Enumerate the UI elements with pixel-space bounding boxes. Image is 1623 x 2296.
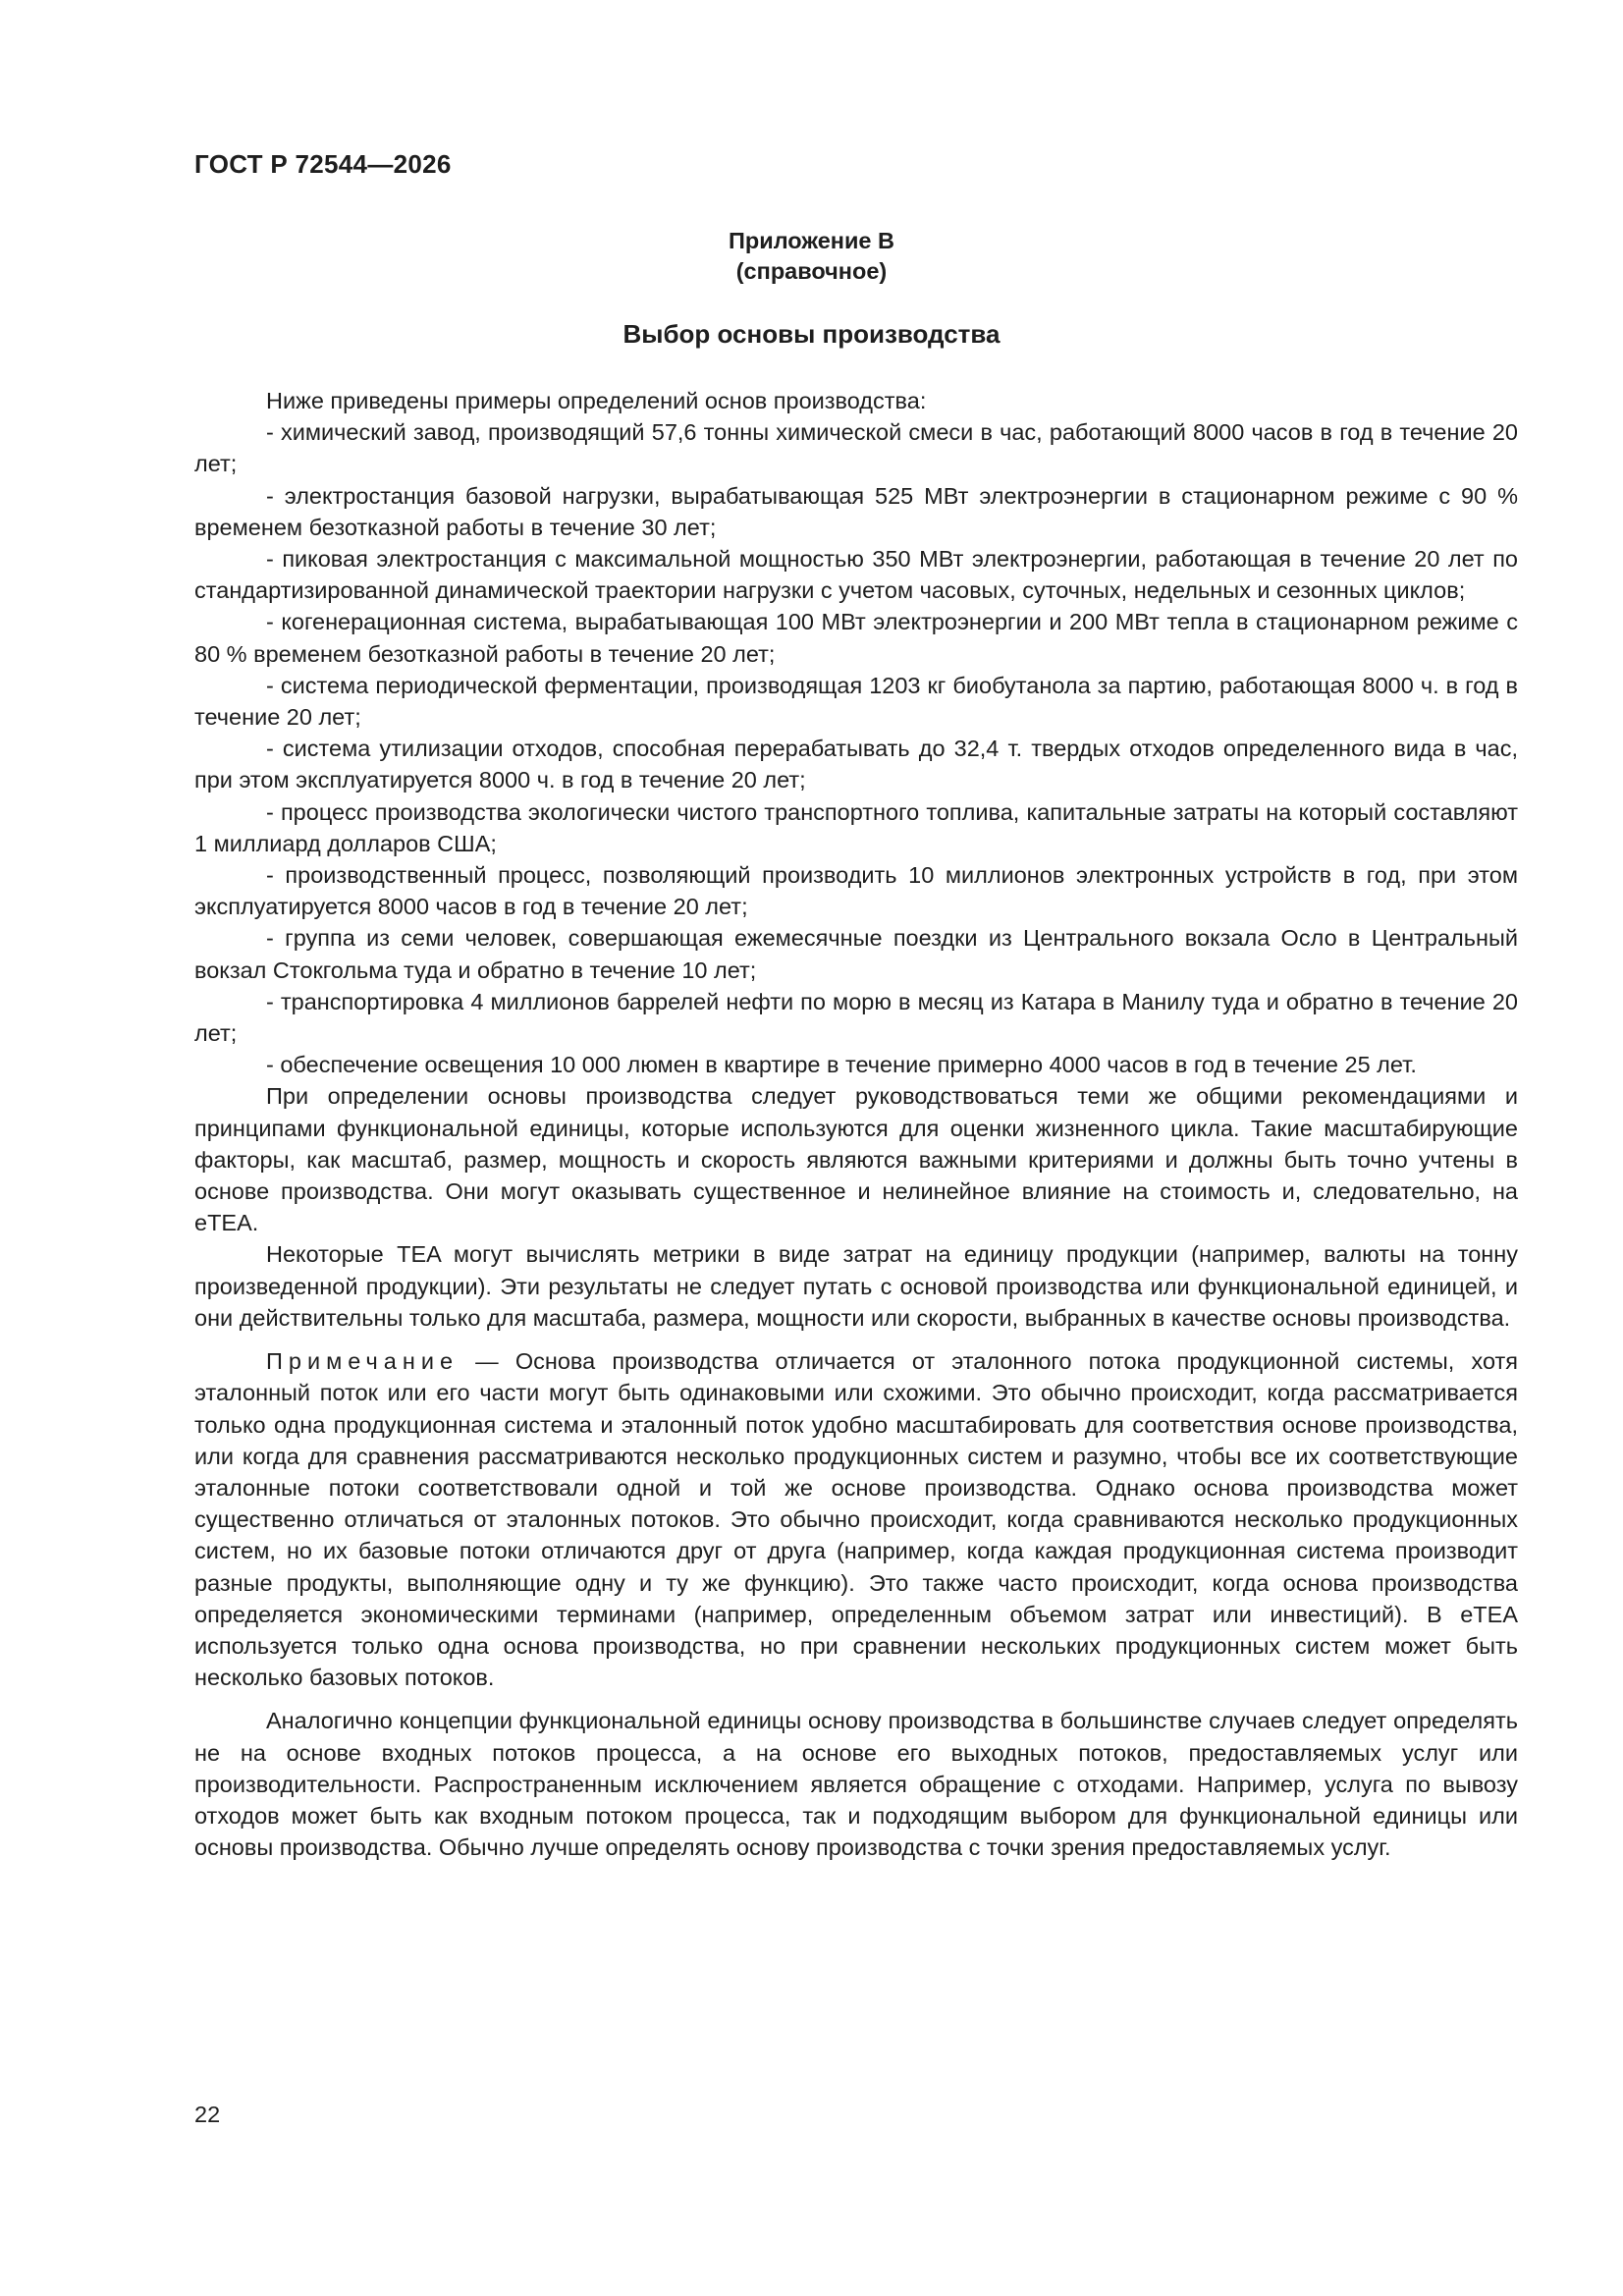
main-text	[194, 385, 1518, 1863]
document-code: ГОСТ Р 72544—2026	[194, 149, 452, 179]
annex-header	[0, 226, 1623, 287]
list-item: - система периодической ферментации, производящая 1203 кг биобутанола за партию, работающая 8000 ч. в год в течение 20 лет;	[194, 672, 1518, 731]
list-item: - электростанция базовой нагрузки, вырабатывающая 525 МВт электроэнергии в стационарном режиме с 90 % временем безотказной работы в течение 30 лет;	[194, 482, 1518, 540]
note-text: Основа производства отличается от эталонного потока продукционной системы, хотя эталонный поток или его части могут быть одинаковыми или схожими. Это обычно происходит, когда рассматривается только одна продукционная система и эталонный поток удобно масштабировать для соответствия основе производства, или когда для сравнения рассматриваются несколько продукционных систем и разумно, чтобы все их соответствующие эталонные потоки соответствовали одной и той же основе производства. Однако основа производства может существенно отличаться от эталонных потоков. Это обычно происходит, когда сравниваются несколько продукционных систем, но их базовые потоки отличаются друг от друга (например, когда каждая продукционная система производит разные продукты, выполняющие одну и ту же функцию). Это также часто происходит, когда основа производства определяется экономическими терминами (например, определенным объемом затрат или инвестиций). В eTEA используется только одна основа производства, но при сравнении нескольких продукционных систем может быть несколько базовых потоков.	[194, 1348, 1519, 1691]
list-item: - группа из семи человек, совершающая ежемесячные поездки из Центрального вокзала Осло в Центральный вокзал Стокгольма туда и обратно в течение 10 лет;	[194, 925, 1518, 983]
list-item: - обеспечение освещения 10 000 люмен в квартире в течение примерно 4000 часов в год в течение 25 лет.	[266, 1052, 1417, 1078]
intro-paragraph: Ниже приведены примеры определений основ производства:	[266, 388, 927, 413]
list-item: - процесс производства экологически чистого транспортного топлива, капитальные затраты на который составляют 1 миллиард долларов США;	[194, 798, 1518, 856]
annex-kind: (справочное)	[735, 258, 888, 284]
note-label: Примечание	[266, 1348, 460, 1375]
note-paragraph	[194, 1345, 1518, 1693]
note-dash: —	[459, 1348, 515, 1375]
annex-title: Выбор основы производства	[622, 319, 1001, 349]
paragraph: Аналогично концепции функциональной единицы основу производства в большинстве случаев следует определять не на основе входных потоков процесса, а на основе его выходных потоков, предоставляемых услуг или производительности. Распространенным исключением является обращение с отходами. Например, услуга по вывозу отходов может быть как входным потоком процесса, так и подходящим выбором для функциональной единицы или основы производства. Обычно лучше определять основу производства с точки зрения предоставляемых услуг.	[194, 1708, 1518, 1861]
list-item: - система утилизации отходов, способная перерабатывать до 32,4 т. твердых отходов определенного вида в час, при этом эксплуатируется 8000 ч. в год в течение 20 лет;	[194, 736, 1518, 793]
list-item: - когенерационная система, вырабатывающая 100 МВт электроэнергии и 200 МВт тепла в стационарном режиме с 80 % временем безотказной работы в течение 20 лет;	[194, 609, 1518, 667]
annex-label: Приложение В	[729, 228, 894, 253]
list-item: - транспортировка 4 миллионов баррелей нефти по морю в месяц из Катара в Манилу туда и обратно в течение 20 лет;	[194, 988, 1518, 1047]
paragraph: При определении основы производства следует руководствоваться теми же общими рекомендациями и принципами функциональной единицы, которые используются для оценки жизненного цикла. Такие масштабирующие факторы, как масштаб, размер, мощность и скорость являются важными критериями и должны быть точно учтены в основе производства. Они могут оказывать существенное и нелинейное влияние на стоимость и, следовательно, на eTEA.	[194, 1083, 1518, 1236]
page-number: 22	[194, 2102, 221, 2127]
list-item: - химический завод, производящий 57,6 тонны химической смеси в час, работающий 8000 часов в год в течение 20 лет;	[194, 419, 1518, 477]
list-item: - производственный процесс, позволяющий производить 10 миллионов электронных устройств в год, при этом эксплуатируется 8000 часов в год в течение 20 лет;	[194, 862, 1518, 920]
list-item: - пиковая электростанция с максимальной мощностью 350 МВт электроэнергии, работающая в течение 20 лет по стандартизированной динамической траектории нагрузки с учетом часовых, суточных, недельных и сезонных циклов;	[194, 546, 1518, 604]
paragraph: Некоторые TEA могут вычислять метрики в виде затрат на единицу продукции (например, валюты на тонну произведенной продукции). Эти результаты не следует путать с основой производства или функциональной единицей, и они действительны только для масштаба, размера, мощности или скорости, выбранных в качестве основы производства.	[194, 1241, 1518, 1331]
